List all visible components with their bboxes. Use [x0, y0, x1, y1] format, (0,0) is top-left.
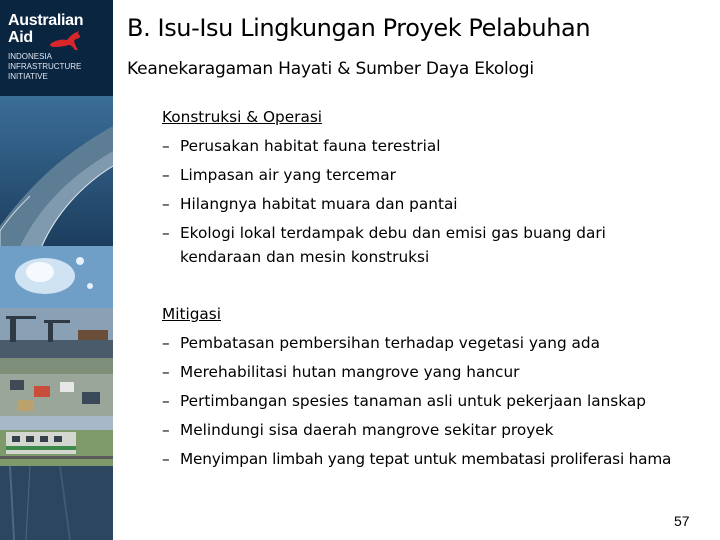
- slide-title: B. Isu-Isu Lingkungan Proyek Pelabuhan: [127, 14, 591, 42]
- mitigation-list: [162, 329, 671, 474]
- traffic-photo: [0, 358, 113, 416]
- list-item-text: Pertimbangan spesies tanaman asli untuk pekerjaan lanskap: [180, 392, 646, 410]
- list-item: [162, 358, 671, 387]
- highway-photo: [0, 96, 113, 246]
- logo-subtitle: [8, 52, 81, 82]
- logo-line-1: Australian: [8, 12, 84, 29]
- logo-sub-line-2: INFRASTRUCTURE: [8, 62, 82, 71]
- list-item: [162, 445, 671, 474]
- construction-list: [162, 132, 650, 269]
- list-item-text: Merehabilitasi hutan mangrove yang hancur: [180, 363, 520, 381]
- list-item: [162, 132, 650, 161]
- page-number: 57: [674, 513, 690, 529]
- bullet-dash: –: [162, 195, 170, 213]
- bullet-dash: –: [162, 450, 170, 468]
- list-item: [162, 387, 671, 416]
- list-item-text: Perusakan habitat fauna terestrial: [180, 137, 441, 155]
- bullet-dash: –: [162, 421, 170, 439]
- logo-sub-line-1: INDONESIA: [8, 52, 53, 61]
- logo-line-2: Aid: [8, 29, 33, 46]
- list-item-text: Melindungi sisa daerah mangrove sekitar proyek: [180, 421, 554, 439]
- water-photo: [0, 246, 113, 308]
- bullet-dash: –: [162, 363, 170, 381]
- list-item: [162, 416, 671, 445]
- photo-strip: [0, 96, 113, 540]
- list-item: [162, 190, 650, 219]
- construction-section: [162, 103, 650, 269]
- list-item-text: Menyimpan limbah yang tepat untuk membatasi proliferasi hama: [180, 450, 672, 468]
- mitigation-heading: Mitigasi: [162, 305, 221, 323]
- list-item: [162, 219, 650, 269]
- mitigation-section: [162, 300, 671, 474]
- sidebar-bottom-texture: [0, 466, 113, 540]
- list-item-text: Hilangnya habitat muara dan pantai: [180, 195, 458, 213]
- bullet-dash: –: [162, 166, 170, 184]
- list-item-text: Pembatasan pembersihan terhadap vegetasi yang ada: [180, 334, 600, 352]
- port-photo: [0, 308, 113, 358]
- construction-heading: Konstruksi & Operasi: [162, 108, 323, 126]
- train-photo: [0, 416, 113, 466]
- list-item-text: Limpasan air yang tercemar: [180, 166, 396, 184]
- list-item: [162, 329, 671, 358]
- australian-aid-logo: [0, 0, 113, 96]
- bullet-dash: –: [162, 392, 170, 410]
- list-item-text: Ekologi lokal terdampak debu dan emisi gas buang dari kendaraan dan mesin konstruksi: [180, 224, 606, 266]
- kangaroo-icon: [48, 30, 84, 52]
- bullet-dash: –: [162, 137, 170, 155]
- slide-subtitle: Keanekaragaman Hayati & Sumber Daya Ekologi: [127, 59, 534, 79]
- bullet-dash: –: [162, 224, 170, 242]
- logo-sub-line-3: INITIATIVE: [8, 72, 48, 81]
- bullet-dash: –: [162, 334, 170, 352]
- sidebar: [0, 0, 113, 540]
- list-item: [162, 161, 650, 190]
